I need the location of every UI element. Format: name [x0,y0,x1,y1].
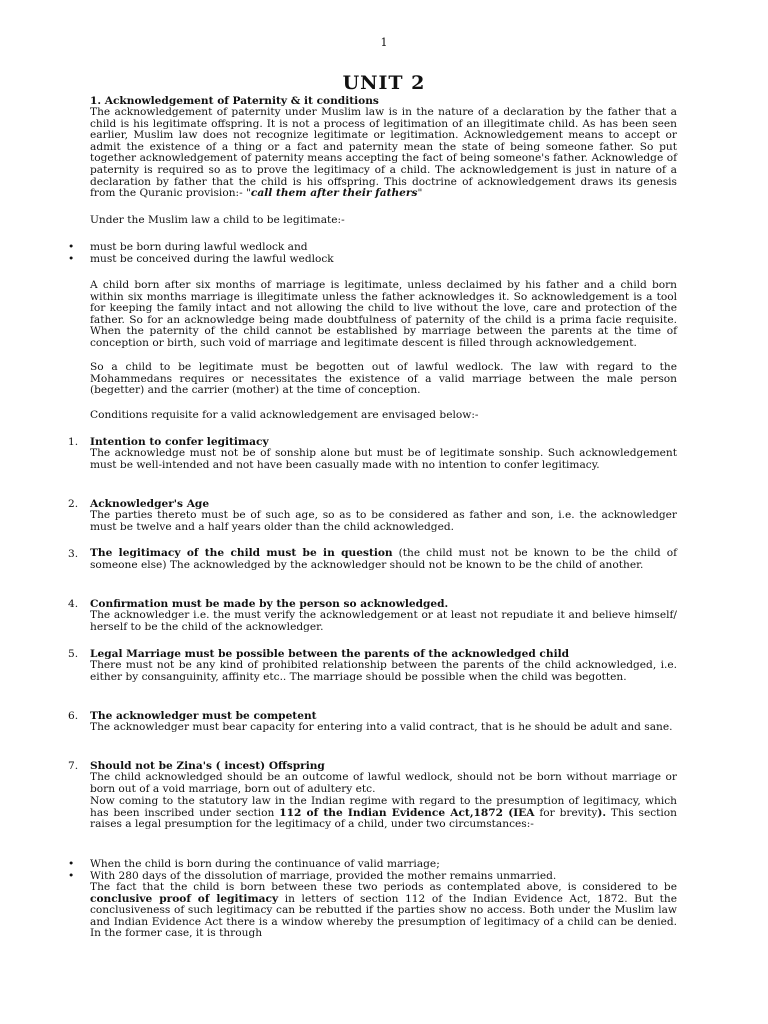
condition-title: The legitimacy of the child must be in question [90,547,393,559]
condition-number: 7. [68,760,79,772]
condition-body: The parties thereto must be of such age, so as to be considered as father and son, i.e. the acknowledger must be twelve and a half years older than the child acknowledged. [90,509,677,533]
unit-title: UNIT 2 [342,72,426,94]
condition-number: 5. [68,648,79,660]
conditions-intro: Conditions requisite for a valid acknowledgement are envisaged below:- [90,409,479,421]
condition-title: Should not be Zina's ( incest) Offspring [90,760,325,772]
condition-title: Intention to confer legitimacy [90,436,269,448]
condition-body: The acknowledger must bear capacity for entering into a valid contract, that is he should be adult and sane. [90,721,673,733]
section-heading: 1. Acknowledgement of Paternity & it conditions [90,95,379,107]
condition-number: 4. [68,598,79,610]
bullet-icon: • [68,858,75,870]
final-paragraph: The fact that the child is born between these two periods as contemplated above, is considered to be conclusive proof of legitimacy in letters of section 112 of the Indian Evidence Act, 1872. But the conclusiveness of such legitimacy can be rebutted if the parties show no access. Both under the Muslim law and Indian Evidence Act there is a window whereby the presumption of legitimacy of a child can be denied. In the former case, it is through [90,881,677,940]
condition-body: There must not be any kind of prohibited relationship between the parents of the child acknowledged, i.e. either by consanguinity, affinity etc.. The marriage should be possible when the child was begotten. [90,659,677,683]
quran-quote: call them after their fathers [250,187,418,200]
page-number: 1 [380,36,388,49]
condition-title: Confirmation must be made by the person so acknowledged. [90,598,449,610]
intro-paragraph: The acknowledgement of paternity under Muslim law is in the nature of a declaration by the father that a child is his legitimate offspring. It is not a process of legitimation of an illegitimate child. As has been seen earlier, Muslim law does not recognize legitimate or legitimation. Acknowledgement means to accept or admit the existence of a thing or a fact and paternity mean the state of being someone father. So put together acknowledgement of paternity means accepting the fact of being someone's father. Acknowledge of paternity is required so as to prove the legitimacy of a child. The acknowledgement is just in nature of a declaration by father that the child is his offspring. This doctrine of acknowledgement draws its genesis from the Quranic provision:- "call them after their fathers" [90,106,677,200]
condition-number: 6. [68,710,79,722]
condition-number: 3. [68,548,79,560]
condition-body: The acknowledge must not be of sonship alone but must be of legitimate sonship. Such acknowledgement must be well-intended and not have been casually made with no intention to confer legitimacy. [90,447,677,471]
condition-body: The legitimacy of the child must be in question (the child must not be known to be the child of someone else) The acknowledged by the acknowledger should not be known to be the child of another. [90,547,677,571]
condition-title: The acknowledger must be competent [90,710,317,722]
paragraph-six-months: A child born after six months of marriage is legitimate, unless declaimed by his father and a child born within six months marriage is illegitimate unless the father acknowledges it. So acknowledgement is a tool for keeping the family intact and not allowing the child to live without the love, care and protection of the father. So for an acknowledge being made doubtfulness of paternity of the child is a prima facie requisite. When the paternity of the child cannot be established by marriage between the parents at the time of conception or birth, such void of marriage and legitimate descent is filled through acknowledgement. [90,279,677,349]
list-item: When the child is born during the continuance of valid marriage; [90,858,440,870]
list-item: must be born during lawful wedlock and [90,241,308,253]
condition-number: 1. [68,436,79,448]
paragraph-begotten: So a child to be legitimate must be begotten out of lawful wedlock. The law with regard to the Mohammedans requires or necessitates the existence of a valid marriage between the male person (begetter) and the carrier (mother) at the time of conception. [90,361,677,397]
condition-body: The child acknowledged should be an outcome of lawful wedlock, should not be born without marriage or born out of a void marriage, born out of adultery etc. [90,771,677,795]
bullet-icon: • [68,870,75,882]
bullet-icon: • [68,241,75,253]
condition-number: 2. [68,498,79,510]
list-item: With 280 days of the dissolution of marriage, provided the mother remains unmarried. [90,870,557,882]
list-item: must be conceived during the lawful wedlock [90,253,334,265]
statutory-paragraph: Now coming to the statutory law in the Indian regime with regard to the presumption of legitimacy, which has been inscribed under section 112 of the Indian Evidence Act,1872 (IEA for brevity). This section raises a legal presumption for the legitimacy of a child, under two circumstances:- [90,795,677,831]
intro-last-line: Under the Muslim law a child to be legitimate:- [90,214,345,226]
condition-title: Acknowledger's Age [90,498,210,510]
condition-title: Legal Marriage must be possible between the parents of the acknowledged child [90,648,570,660]
bullet-icon: • [68,253,75,265]
condition-body: The acknowledger i.e. the must verify the acknowledgement or at least not repudiate it and believe himself/ herself to be the child of the acknowledger. [90,609,677,633]
